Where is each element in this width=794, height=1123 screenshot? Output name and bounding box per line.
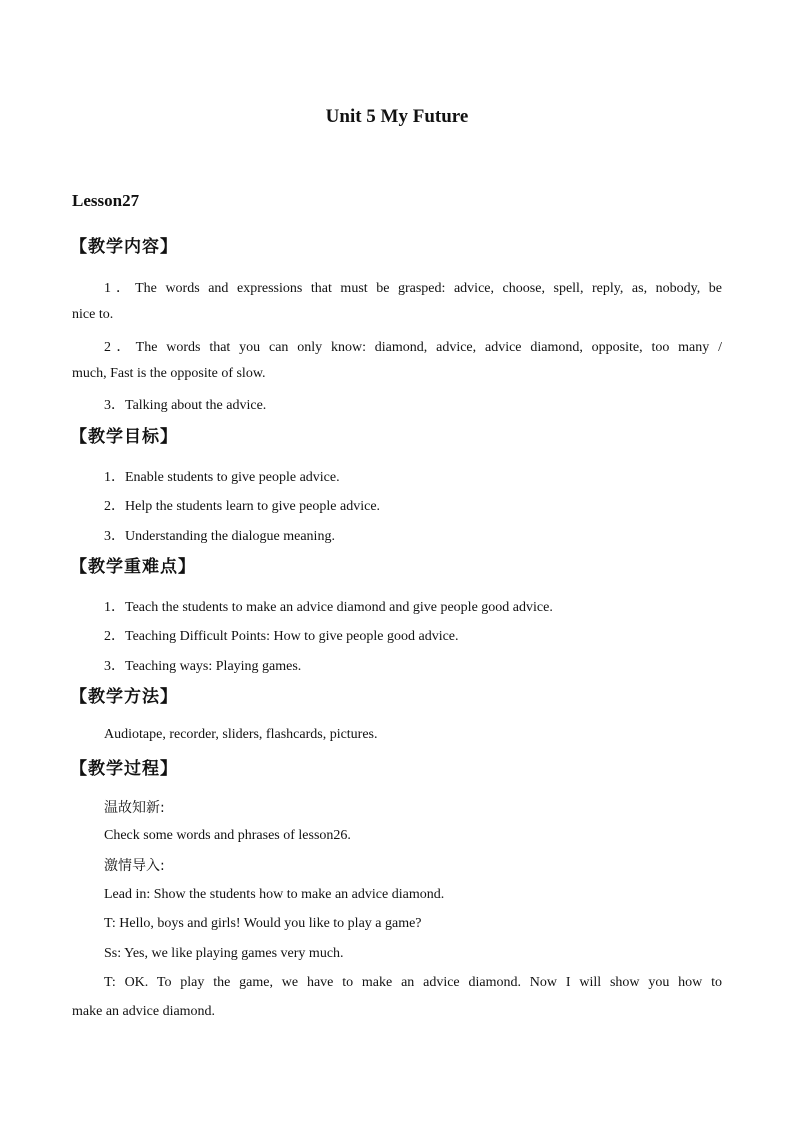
content-item-1-line-2: nice to. xyxy=(72,307,114,322)
goals-item-1: 1．Enable students to give people advice. xyxy=(104,470,340,485)
process-review-label: 温故知新: xyxy=(104,800,165,816)
section-heading-key-points: 【教学重难点】 xyxy=(70,557,196,577)
lesson-heading: Lesson27 xyxy=(72,191,140,210)
process-teacher-line-2 xyxy=(104,975,722,991)
key-points-item-2: 2．Teaching Difficult Points: How to give people good advice. xyxy=(104,629,459,644)
process-intro-label: 激情导入: xyxy=(104,858,165,874)
section-heading-content: 【教学内容】 xyxy=(70,237,178,257)
goals-item-2: 2．Help the students learn to give people advice. xyxy=(104,499,381,514)
content-item-2-line-2: much, Fast is the opposite of slow. xyxy=(72,366,266,381)
content-item-2-text: 2．The words that you can only know: diamond, advice, advice diamond, opposite, too many / xyxy=(104,340,722,355)
key-points-item-3: 3．Teaching ways: Playing games. xyxy=(104,659,302,674)
process-review-text: Check some words and phrases of lesson26. xyxy=(104,828,351,843)
section-heading-methods: 【教学方法】 xyxy=(70,687,178,707)
section-heading-process: 【教学过程】 xyxy=(70,759,178,779)
key-points-item-1: 1．Teach the students to make an advice diamond and give people good advice. xyxy=(104,600,553,615)
goals-item-3: 3．Understanding the dialogue meaning. xyxy=(104,529,335,544)
content-item-1-text: 1．The words and expressions that must be grasped: advice, choose, spell, reply, as, nobody, be xyxy=(104,281,722,296)
section-heading-goals: 【教学目标】 xyxy=(70,427,178,447)
process-teacher-line-1: T: Hello, boys and girls! Would you like to play a game? xyxy=(104,916,422,931)
process-lead-in: Lead in: Show the students how to make an advice diamond. xyxy=(104,887,445,902)
page-title: Unit 5 My Future xyxy=(325,106,469,127)
methods-text: Audiotape, recorder, sliders, flashcards, pictures. xyxy=(104,727,378,742)
content-item-1-line-1 xyxy=(104,277,722,297)
content-item-2-line-1 xyxy=(104,336,722,356)
process-teacher-line-2-text: T: OK. To play the game, we have to make an advice diamond. Now I will show you how to xyxy=(104,975,722,990)
process-students-line-1: Ss: Yes, we like playing games very much. xyxy=(104,946,344,961)
content-item-3: 3．Talking about the advice. xyxy=(104,398,267,413)
process-teacher-line-2-cont: make an advice diamond. xyxy=(72,1004,216,1019)
